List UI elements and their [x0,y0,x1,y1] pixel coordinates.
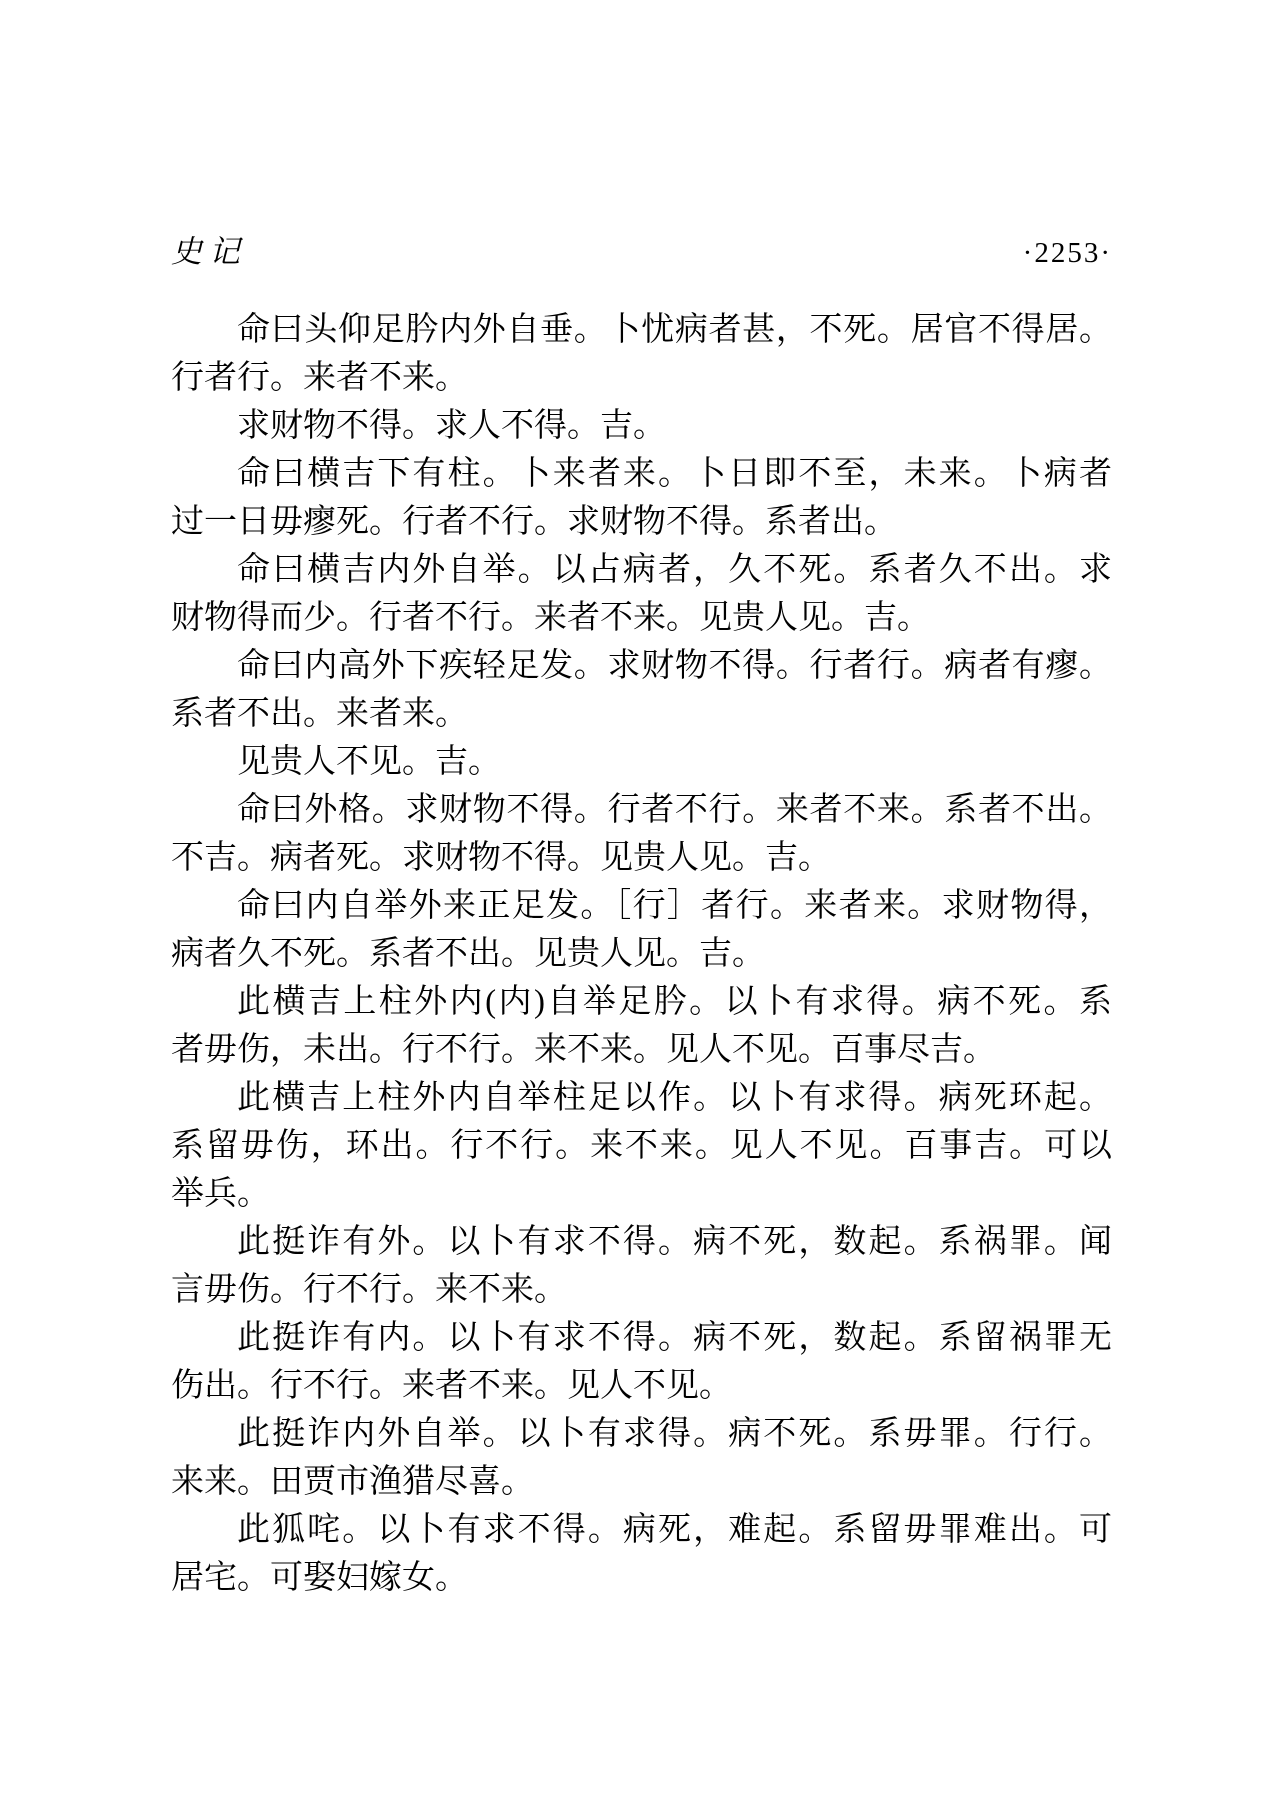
text-line: 举兵。 [171,1176,270,1212]
text-line: 者毋伤，未出。行不行。来不来。见人不见。百事尽吉。 [171,1032,996,1068]
text-line: 此狐咤。以卜有求不得。病死，难起。系留毋罪难出。可 [237,1512,1112,1548]
paragraph [171,402,1112,450]
paragraph [171,1218,1112,1314]
paragraph [171,786,1112,882]
paragraph [171,1410,1112,1506]
text-line: 系留毋伤，环出。行不行。来不来。见人不见。百事吉。可以 [171,1128,1112,1164]
paragraph [171,1314,1112,1410]
text-line: 此挺诈内外自举。以卜有求得。病不死。系毋罪。行行。 [237,1416,1112,1452]
paragraph [171,450,1112,546]
text-line: 命曰内高外下疾轻足发。求财物不得。行者行。病者有瘳。 [237,648,1112,684]
text-line: 伤出。行不行。来者不来。见人不见。 [171,1368,732,1404]
text-line: 来来。田贾市渔猎尽喜。 [171,1464,534,1500]
text-line: 过一日毋瘳死。行者不行。求财物不得。系者出。 [171,504,897,540]
text-line: 命曰横吉下有柱。卜来者来。卜日即不至，未来。卜病者 [237,456,1112,492]
paragraph [171,642,1112,738]
text-line: 此挺诈有外。以卜有求不得。病不死，数起。系祸罪。闻 [237,1224,1112,1260]
text-line: 命曰头仰足肣内外自垂。卜忧病者甚，不死。居官不得居。 [237,312,1112,348]
text-line: 命曰外格。求财物不得。行者不行。来者不来。系者不出。 [237,792,1112,828]
text-line: 此横吉上柱外内自举柱足以作。以卜有求得。病死环起。 [237,1080,1112,1116]
paragraph [171,882,1112,978]
paragraph [171,738,1112,786]
page-body [171,306,1112,1602]
text-line: 系者不出。来者来。 [171,696,468,732]
paragraph [171,978,1112,1074]
text-line: 命曰横吉内外自举。以占病者，久不死。系者久不出。求 [237,552,1112,588]
paragraph [171,306,1112,402]
text-line: 此挺诈有内。以卜有求不得。病不死，数起。系留祸罪无 [237,1320,1112,1356]
text-line: 此横吉上柱外内(内)自举足肣。以卜有求得。病不死。系 [237,984,1112,1020]
text-line: 命曰内自举外来正足发。［行］者行。来者来。求财物得， [237,888,1112,924]
text-line: 行者行。来者不来。 [171,360,468,396]
text-line: 居宅。可娶妇嫁女。 [171,1560,468,1596]
text-line: 言毋伤。行不行。来不来。 [171,1272,567,1308]
paragraph [171,1074,1112,1218]
text-line: 见贵人不见。吉。 [237,744,501,780]
paragraph [171,1506,1112,1602]
text-line: 求财物不得。求人不得。吉。 [237,408,666,444]
text-line: 病者久不死。系者不出。见贵人见。吉。 [171,936,765,972]
page-number: ·2253· [1022,237,1112,269]
text-line: 不吉。病者死。求财物不得。见贵人见。吉。 [171,840,831,876]
text-line: 财物得而少。行者不行。来者不来。见贵人见。吉。 [171,600,930,636]
running-title: 史记 [171,234,247,269]
paragraph [171,546,1112,642]
page-header [171,226,1112,271]
